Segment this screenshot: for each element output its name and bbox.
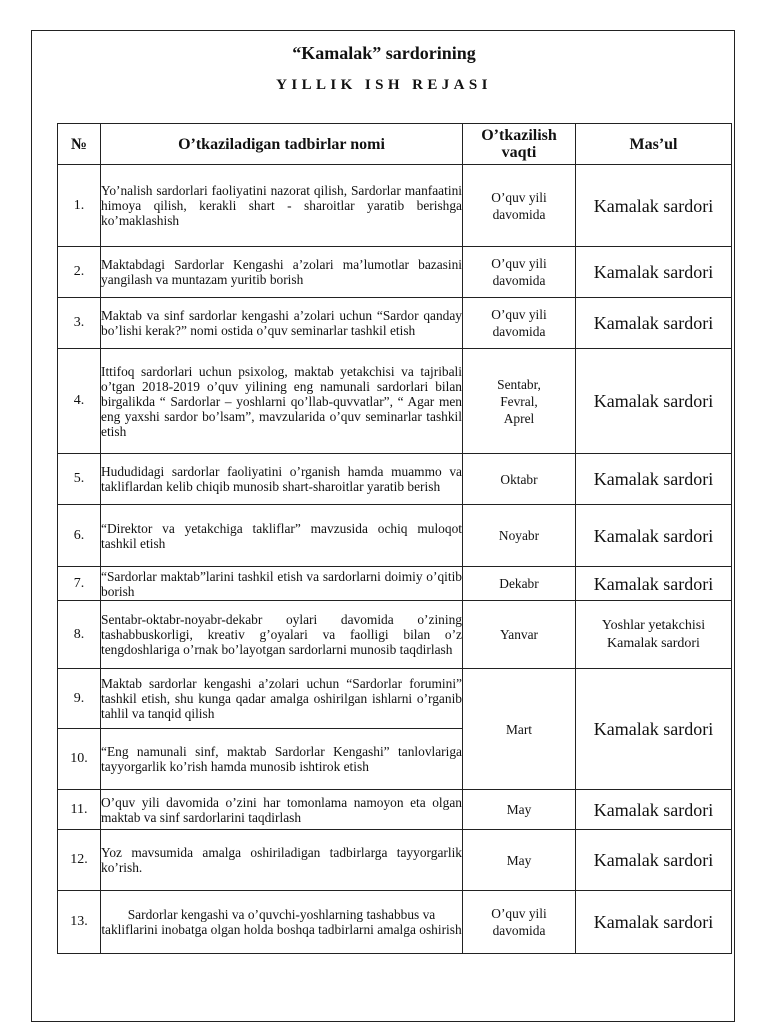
row-number: 12. xyxy=(58,830,101,891)
column-header-number: № xyxy=(58,124,101,165)
time-cell: Yanvar xyxy=(463,601,576,669)
row-number: 13. xyxy=(58,891,101,954)
column-header-activity: O’tkaziladigan tadbirlar nomi xyxy=(101,124,463,165)
table-row xyxy=(58,247,732,298)
activity-cell: Hududidagi sardorlar faoliyatini o’rganish hamda muammo va takliflardan kelib chiqib munosib shart-sharoitlar yaratib berish xyxy=(101,454,463,505)
row-number: 3. xyxy=(58,298,101,349)
activity-cell: Yoz mavsumida amalga oshiriladigan tadbirlarga tayyorgarlik ko’rish. xyxy=(101,830,463,891)
table-row xyxy=(58,567,732,601)
column-header-responsible: Mas’ul xyxy=(576,124,732,165)
responsible-cell: Kamalak sardori xyxy=(576,349,732,454)
activity-cell: “Direktor va yetakchiga takliflar” mavzusida ochiq muloqot tashkil etish xyxy=(101,505,463,567)
time-cell: May xyxy=(463,830,576,891)
responsible-cell: Kamalak sardori xyxy=(576,454,732,505)
time-cell: Oktabr xyxy=(463,454,576,505)
table-row xyxy=(58,349,732,454)
activity-cell: Maktab va sinf sardorlar kengashi a’zolari uchun “Sardor qanday bo’lishi kerak?” nomi ostida o’quv seminarlar tashkil etish xyxy=(101,298,463,349)
row-number: 5. xyxy=(58,454,101,505)
responsible-cell: Kamalak sardori xyxy=(576,830,732,891)
time-cell: Noyabr xyxy=(463,505,576,567)
time-cell: Mart xyxy=(463,669,576,790)
time-cell: O’quv yili davomida xyxy=(463,298,576,349)
activity-cell: Maktab sardorlar kengashi a’zolari uchun “Sardorlar forumini” tashkil etish, shu kunga qadar amalga oshirilgan ishlarni o’rganib tahlil va tanqid qilish xyxy=(101,669,463,729)
activity-cell: “Sardorlar maktab”larini tashkil etish va sardorlarni doimiy o’qitib borish xyxy=(101,568,462,599)
row-number: 11. xyxy=(58,790,101,830)
row-number: 8. xyxy=(58,601,101,669)
responsible-cell: Kamalak sardori xyxy=(576,567,732,601)
row-number: 10. xyxy=(58,729,101,790)
table-row xyxy=(58,891,732,954)
activity-cell: Sentabr-oktabr-noyabr-dekabr oylari davomida o’zining tashabbuskorligi, kreativ g’oyalari va faolligi bilan o’z tengdoshlariga o’rnak bo’layotgan sardorlarni munosib taqdirlash xyxy=(101,601,463,669)
responsible-cell: Kamalak sardori xyxy=(576,669,732,790)
row-number: 4. xyxy=(58,349,101,454)
responsible-cell: Kamalak sardori xyxy=(576,891,732,954)
row-number: 2. xyxy=(58,247,101,298)
document-title: “Kamalak” sardorining xyxy=(292,43,476,63)
activity-cell: Sardorlar kengashi va o’quvchi-yoshlarning tashabbus va takliflarini inobatga olgan holda boshqa tadbirlarni amalga oshirish xyxy=(101,891,463,954)
time-cell: Sentabr, Fevral, Aprel xyxy=(463,349,576,454)
responsible-cell: Kamalak sardori xyxy=(576,505,732,567)
responsible-cell: Kamalak sardori xyxy=(576,247,732,298)
activity-cell: O’quv yili davomida o’zini har tomonlama namoyon eta olgan maktab va sinf sardorlarini taqdirlash xyxy=(101,790,463,830)
activity-cell: Ittifoq sardorlari uchun psixolog, maktab yetakchisi va tajribali o’tgan 2018-2019 o’quv yilining eng namunali sardorlari bilan birgalikda “ Sardorlar – yoshlarni qo’llab-quvvatlar”, “ Agar men eng yaxshi sardor bo’lsam”, mavzularida o’quv seminarlar tashkil etish xyxy=(101,349,463,454)
activity-cell: “Eng namunali sinf, maktab Sardorlar Kengashi” tanlovlariga tayyorgarlik ko’rish hamda munosib ishtirok etish xyxy=(101,729,463,790)
responsible-cell: Yoshlar yetakchisi Kamalak sardori xyxy=(576,601,732,669)
time-cell: Dekabr xyxy=(463,567,576,601)
row-number: 6. xyxy=(58,505,101,567)
row-number: 1. xyxy=(58,165,101,247)
table-row xyxy=(58,669,732,729)
responsible-cell: Kamalak sardori xyxy=(576,790,732,830)
table-row xyxy=(58,601,732,669)
time-cell: May xyxy=(463,790,576,830)
annual-plan-table xyxy=(57,123,732,954)
time-cell: O’quv yili davomida xyxy=(463,891,576,954)
table-row xyxy=(58,830,732,891)
column-header-time: O’tkazilish vaqti xyxy=(463,124,576,165)
table-row xyxy=(58,505,732,567)
activity-cell: Yo’nalish sardorlari faoliyatini nazorat qilish, Sardorlar manfaatini himoya qilish, kerakli shart - sharoitlar yaratib berishga ko’maklashish xyxy=(101,165,463,247)
table-row xyxy=(58,790,732,830)
table-header-row xyxy=(58,124,732,165)
time-cell: O’quv yili davomida xyxy=(463,165,576,247)
table-row xyxy=(58,298,732,349)
table-row xyxy=(58,165,732,247)
table-row xyxy=(58,454,732,505)
responsible-cell: Kamalak sardori xyxy=(576,298,732,349)
time-cell: O’quv yili davomida xyxy=(463,247,576,298)
row-number: 7. xyxy=(58,567,101,601)
row-number: 9. xyxy=(58,669,101,729)
activity-cell: Maktabdagi Sardorlar Kengashi a’zolari ma’lumotlar bazasini yangilash va muntazam yuritib borish xyxy=(101,247,463,298)
document-subtitle: YILLIK ISH REJASI xyxy=(276,77,492,93)
responsible-cell: Kamalak sardori xyxy=(576,165,732,247)
